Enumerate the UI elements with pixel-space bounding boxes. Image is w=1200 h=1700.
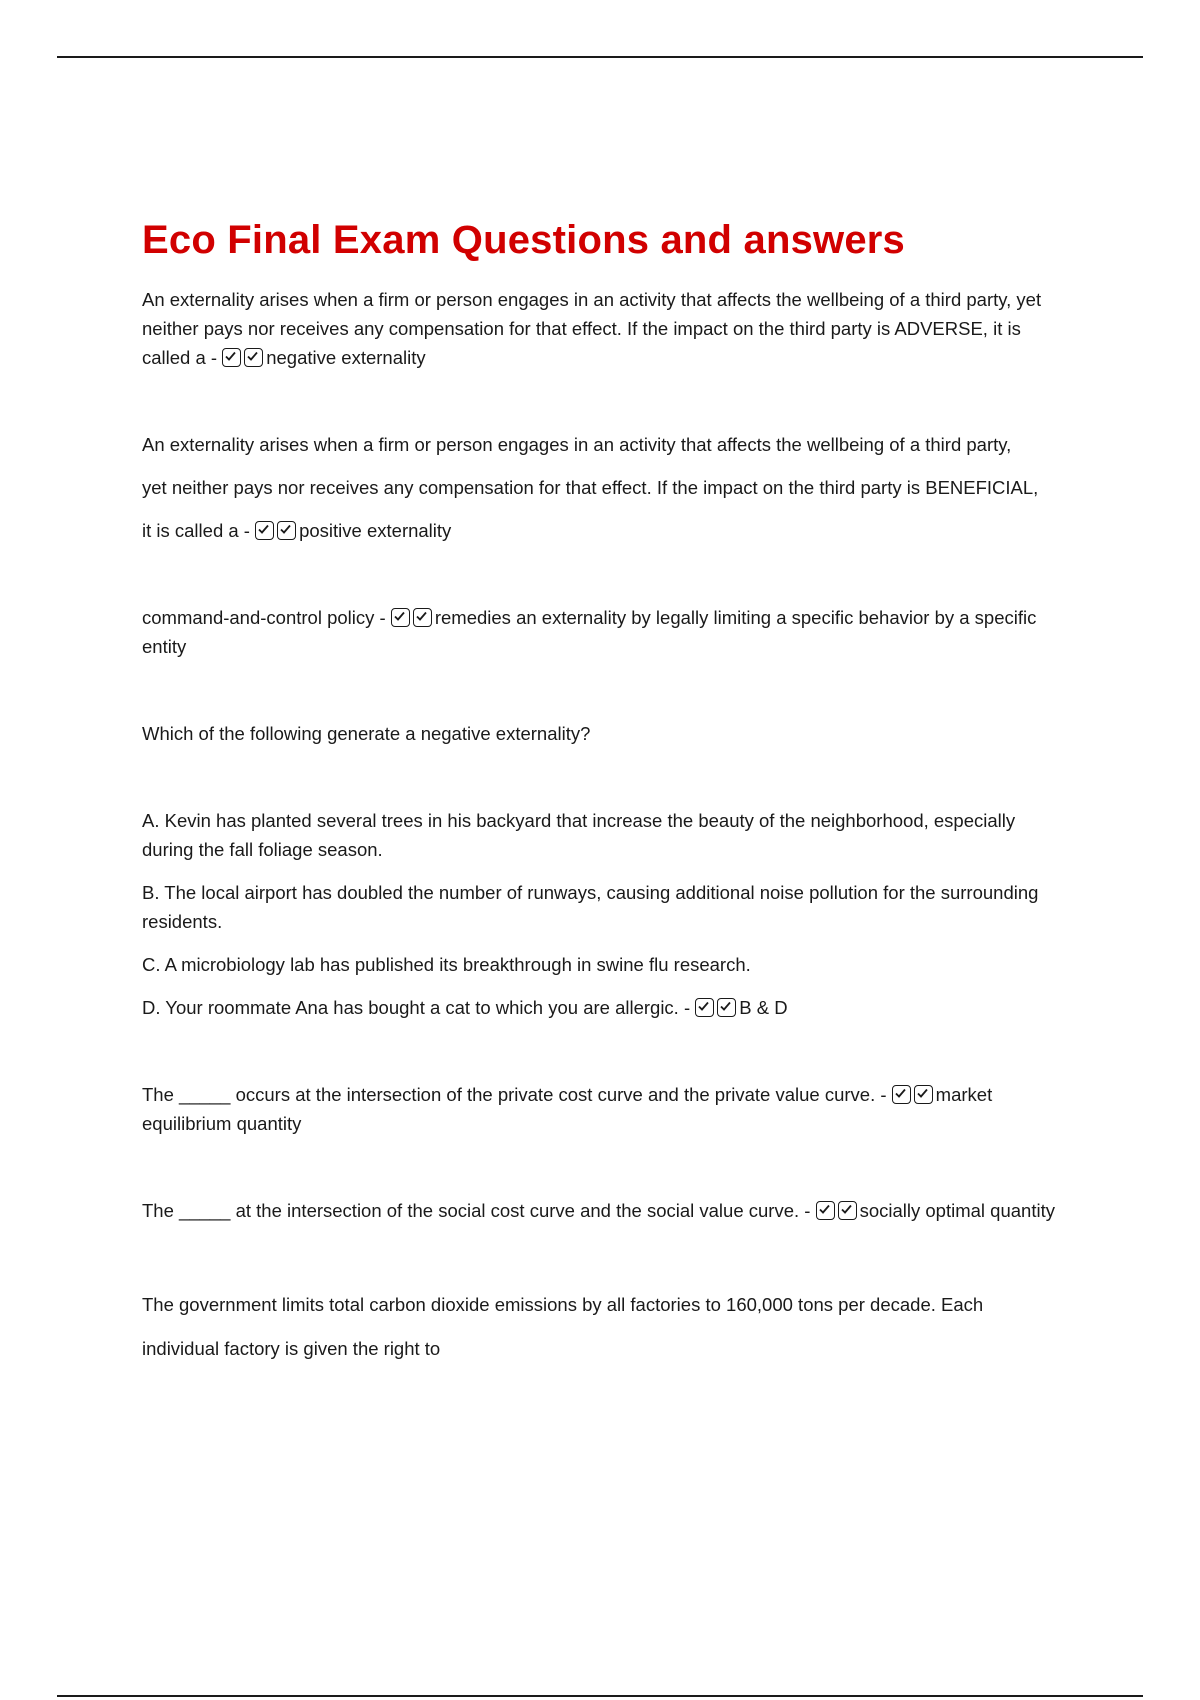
qa-item: D. Your roommate Ana has bought a cat to which you are allergic. - B & D	[142, 997, 788, 1018]
qa-item: An externality arises when a firm or person engages in an activity that affects the wellbeing of a third party, yet neither pays nor receives any compensation for that effect. If the impact on the third party is ADVERSE, it is called a - negative externality	[142, 289, 1042, 368]
answer-text: B & D	[739, 997, 788, 1018]
question-text: Which of the following generate a negative externality?	[142, 723, 591, 744]
checkbox-checked-icon	[838, 1201, 857, 1220]
footer-rule	[57, 1695, 1143, 1697]
option-item: D. Your roommate Ana has bought a cat to which you are allergic.	[142, 997, 679, 1018]
checkbox-checked-icon	[277, 521, 296, 540]
document-body	[142, 218, 1062, 1371]
answer-text: remedies an externality by legally limiting a specific behavior by a specific entity	[142, 607, 1037, 657]
qa-item-part: yet neither pays nor receives any compensation for that effect. If the impact on the third party is BENEFICIAL,	[142, 477, 1039, 498]
checkbox-checked-icon	[816, 1201, 835, 1220]
header-rule	[57, 56, 1143, 58]
option-item: B. The local airport has doubled the number of runways, causing additional noise pollution for the surrounding residents.	[142, 882, 1039, 932]
question-text: The government limits total carbon dioxide emissions by all factories to 160,000 tons per decade. Each individual factory is given the right to	[142, 1294, 984, 1359]
qa-item-part: An externality arises when a firm or person engages in an activity that affects the wellbeing of a third party,	[142, 434, 1012, 455]
option-item: C. A microbiology lab has published its breakthrough in swine flu research.	[142, 954, 751, 975]
option-item: A. Kevin has planted several trees in his backyard that increase the beauty of the neighborhood, especially during the fall foliage season.	[142, 810, 1016, 860]
qa-item: command-and-control policy - remedies an externality by legally limiting a specific behavior by a specific entity	[142, 607, 1037, 657]
question-text: The _____ at the intersection of the social cost curve and the social value curve.	[142, 1200, 800, 1221]
checkbox-checked-icon	[695, 998, 714, 1017]
answer-text: socially optimal quantity	[859, 1200, 1055, 1221]
qa-item: it is called a - positive externality	[142, 520, 452, 541]
answer-text: negative externality	[266, 347, 426, 368]
answer-text: positive externality	[299, 520, 452, 541]
question-text: command-and-control policy	[142, 607, 375, 628]
checkbox-checked-icon	[413, 608, 432, 627]
question-text: An externality arises when a firm or person engages in an activity that affects the wellbeing of a third party, yet neither pays nor receives any compensation for that effect. If the impact on the third party is ADVERSE, it is called a	[142, 289, 1042, 368]
question-text: it is called a	[142, 520, 239, 541]
checkbox-checked-icon	[222, 348, 241, 367]
qa-item: The _____ at the intersection of the social cost curve and the social value curve. - socially optimal quantity	[142, 1200, 1055, 1221]
checkbox-checked-icon	[914, 1085, 933, 1104]
checkbox-checked-icon	[892, 1085, 911, 1104]
checkbox-checked-icon	[255, 521, 274, 540]
checkbox-checked-icon	[717, 998, 736, 1017]
question-text: The _____ occurs at the intersection of the private cost curve and the private value curve.	[142, 1084, 876, 1105]
answer-text: market equilibrium quantity	[142, 1084, 993, 1134]
checkbox-checked-icon	[391, 608, 410, 627]
qa-item: The _____ occurs at the intersection of the private cost curve and the private value curve. - market equilibrium quantity	[142, 1084, 993, 1134]
checkbox-checked-icon	[244, 348, 263, 367]
page-title: Eco Final Exam Questions and answers	[142, 218, 906, 262]
